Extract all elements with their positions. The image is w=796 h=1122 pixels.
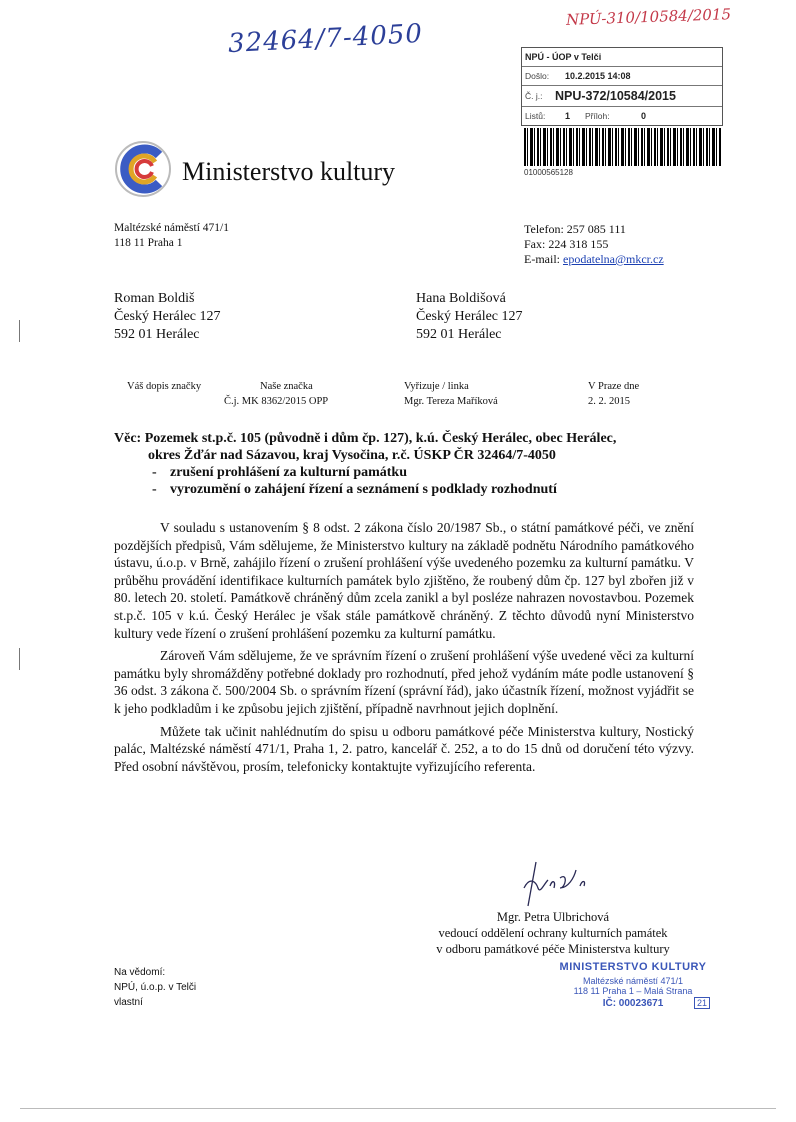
stamp-ministry-address: 118 11 Praha 1 – Malá Strana <box>573 986 693 996</box>
stamp-ministry-id: IČ: 00023671 <box>602 998 664 1009</box>
body-paragraph: Zároveň Vám sdělujeme, že ve správním řízení o zrušení prohlášení výše uvedené věci za kulturní památku byly shromážděny potřebné doklady pro rozhodnutí, před jehož vydáním máte podle ustanovení § 36 odst. 3 zákona č. 500/2004 Sb. o správním řízení (správní řád), jako účastník řízení, možnost vyjádřit se k jeho podkladům i ke způsobu jejich zjištění, případně navrhnout jejich doplnění. <box>114 648 694 716</box>
contact-email-label: E-mail: <box>524 252 560 266</box>
registry-stamp <box>521 47 723 126</box>
cc-block <box>114 965 196 1010</box>
sender-contact <box>524 222 664 267</box>
letter-body <box>114 519 694 780</box>
stamp-ministry-name: MINISTERSTVO KULTURY <box>559 961 707 973</box>
date-value: 2. 2. 2015 <box>588 396 630 407</box>
date-label: V Praze dne <box>588 381 640 392</box>
subject-item: - zrušení prohlášení za kulturní památku <box>152 465 408 480</box>
sender-address-line: Maltézské náměstí 471/1 <box>114 222 229 234</box>
cc-line: vlastní <box>114 997 143 1008</box>
cc-line: NPÚ, ú.o.p. v Telči <box>114 982 197 993</box>
signature-name: Mgr. Petra Ulbrichová <box>496 910 610 924</box>
handler-value: Mgr. Tereza Maříková <box>404 396 498 407</box>
stamp-pages-value: 1 <box>565 111 571 121</box>
barcode <box>524 128 721 166</box>
sender-address <box>114 221 229 251</box>
stamp-ministry-address: Maltézské náměstí 471/1 <box>582 976 684 986</box>
scan-mark <box>19 320 20 342</box>
cc-label: Na vědomí: <box>114 967 166 978</box>
recipient-line: 592 01 Herálec <box>114 327 200 342</box>
recipient-line: Český Herálec 127 <box>416 309 523 324</box>
signature-title: vedoucí oddělení ochrany kulturních památek <box>438 926 668 940</box>
signature-block <box>386 909 720 957</box>
recipient-line: Roman Boldiš <box>114 291 195 306</box>
scan-border-line <box>20 1108 776 1109</box>
your-ref-label: Váš dopis značky <box>127 381 202 392</box>
subject <box>114 430 694 498</box>
subject-line-2: okres Žďár nad Sázavou, kraj Vysočina, r.č. ÚSKP ČR 32464/7-4050 <box>148 448 556 463</box>
handwritten-reference-note: NPÚ-310/10584/2015 <box>565 5 732 29</box>
stamp-received-label: Došlo: <box>525 71 550 81</box>
stamp-ref-label: Č. j.: <box>525 91 543 101</box>
ministry-name: Ministerstvo kultury <box>182 157 396 186</box>
subject-line-1: Věc: Pozemek st.p.č. 105 (původně i dům čp. 127), k.ú. Český Herálec, obec Herálec, <box>114 431 617 446</box>
stamp-attachments-label: Příloh: <box>585 111 610 121</box>
recipient-line: 592 01 Herálec <box>416 327 502 342</box>
stamp-ref-value: NPU-372/10584/2015 <box>555 89 676 103</box>
barcode-number: 01000565128 <box>524 168 573 177</box>
handwritten-file-number: 32464/7-4050 <box>227 18 424 60</box>
contact-fax: Fax: 224 318 155 <box>524 237 609 251</box>
recipient-line: Český Herálec 127 <box>114 309 221 324</box>
our-ref-label: Naše značka <box>260 381 313 392</box>
sender-address-line: 118 11 Praha 1 <box>114 237 183 249</box>
ministry-logo-icon <box>114 140 172 198</box>
stamp-office: NPÚ - ÚOP v Telči <box>522 48 722 67</box>
our-ref-value: Č.j. MK 8362/2015 OPP <box>224 396 329 407</box>
contact-phone: Telefon: 257 085 111 <box>524 222 626 236</box>
stamp-ministry-number: 21 <box>694 997 710 1009</box>
stamp-attachments-value: 0 <box>641 111 647 121</box>
signature-title: v odboru památkové péče Ministerstva kultury <box>436 942 670 956</box>
ministry-stamp <box>548 961 718 1009</box>
subject-item: - vyrozumění o zahájení řízení a seznámení s podklady rozhodnutí <box>152 482 557 497</box>
recipient-1 <box>114 290 221 344</box>
handler-label: Vyřizuje / linka <box>404 381 469 392</box>
recipient-line: Hana Boldišová <box>416 291 506 306</box>
contact-email-link[interactable]: epodatelna@mkcr.cz <box>563 252 664 266</box>
body-paragraph: Můžete tak učinit nahlédnutím do spisu u odboru památkové péče Ministerstva kultury, Nostický palác, Maltézské náměstí 471/1, Praha 1, 2. patro, kancelář č. 252, a to do 15 dnů od doručení této výzvy. Před osobní návštěvou, prosím, telefonicky kontaktujte vyřizujícího referenta. <box>114 723 694 774</box>
scan-mark <box>19 648 20 670</box>
stamp-received-value: 10.2.2015 14:08 <box>565 71 631 81</box>
recipient-2 <box>416 290 523 344</box>
body-paragraph: V souladu s ustanovením § 8 odst. 2 zákona číslo 20/1987 Sb., o státní památkové péči, ve znění pozdějších předpisů, Vám sdělujeme, že Ministerstvo kultury na základě podnětu Národního památkového ústavu, ú.o.p. v Brně, zahájilo řízení o zrušení prohlášení výše uvedeného pozemku za kulturní památku. V průběhu provádění identifikace kulturních památek bylo zjištěno, že roubený dům čp. 127 byl zbořen již v 80. letech 20. století. Památkově chráněný dům zcela zanikl a byl posléze nahrazen novostavbou. Pozemek st.p.č. 105 v k.ú. Český Herálec je však stále památkově chráněný. Z těchto důvodů nyní Ministerstvo kultury vede řízení o zrušení prohlášení pozemku za kulturní památku. <box>114 520 694 641</box>
stamp-pages-label: Listů: <box>525 111 546 121</box>
handwritten-signature <box>510 858 610 908</box>
